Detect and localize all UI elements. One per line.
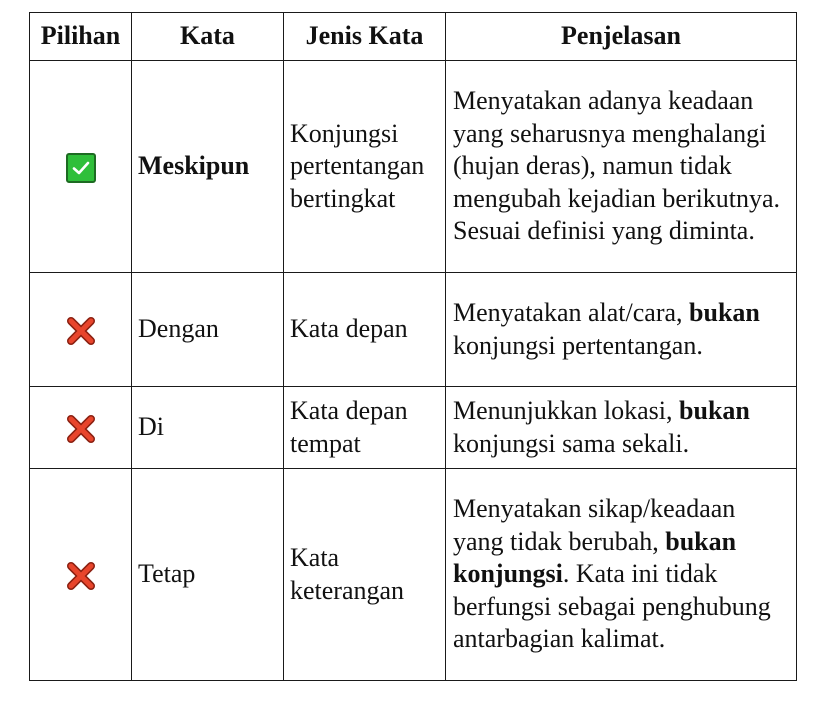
- cross-icon: [65, 315, 97, 347]
- header-word: Kata: [132, 13, 284, 61]
- explanation-text: Menunjukkan lokasi,: [453, 396, 680, 425]
- explanation-cell: [446, 273, 797, 387]
- header-explanation: Penjelasan: [446, 13, 797, 61]
- table-row: [30, 273, 797, 387]
- word-type-cell: Kata depan: [284, 273, 446, 387]
- explanation-cell: [446, 469, 797, 681]
- explanation-emphasis: bukan konjungsi: [453, 526, 737, 589]
- explanation-text: Menyatakan sikap/keadaan yang tidak berubah,: [453, 494, 736, 556]
- explanation-emphasis: bukan: [689, 298, 760, 327]
- header-word-type: Jenis Kata: [284, 13, 446, 61]
- word-cell: Tetap: [132, 469, 284, 681]
- choice-cell: [30, 387, 132, 469]
- choice-cell: [30, 61, 132, 273]
- table-row: [30, 469, 797, 681]
- word-type-cell: Kata depan tempat: [284, 387, 446, 469]
- table-row: [30, 61, 797, 273]
- word-cell: Dengan: [132, 273, 284, 387]
- word-cell: Di: [132, 387, 284, 469]
- cross-icon: [65, 560, 97, 592]
- choice-cell: [30, 469, 132, 681]
- explanation-text: konjungsi sama sekali.: [453, 428, 690, 458]
- explanation-text: Menyatakan alat/cara,: [453, 298, 690, 327]
- check-icon: [66, 153, 96, 183]
- explanation-text: . Kata ini tidak berfungsi sebagai penghubung antarbagian kalimat.: [453, 559, 771, 654]
- header-row: [30, 13, 797, 61]
- word-type-cell: Konjungsi pertentangan bertingkat: [284, 61, 446, 273]
- explanation-text: konjungsi pertentangan.: [453, 330, 703, 360]
- table-row: [30, 387, 797, 469]
- word-cell: Meskipun: [132, 61, 284, 273]
- explanation-text: Menyatakan adanya keadaan yang seharusnya menghalangi (hujan deras), namun tidak mengubah kejadian berikutnya. Sesuai definisi yang diminta.: [453, 86, 781, 246]
- word-comparison-table: [29, 12, 797, 681]
- choice-cell: [30, 273, 132, 387]
- explanation-emphasis: bukan: [679, 396, 750, 425]
- cross-icon: [65, 413, 97, 445]
- explanation-cell: [446, 61, 797, 273]
- word-type-cell: Kata keterangan: [284, 469, 446, 681]
- explanation-cell: [446, 387, 797, 469]
- header-choice: Pilihan: [30, 13, 132, 61]
